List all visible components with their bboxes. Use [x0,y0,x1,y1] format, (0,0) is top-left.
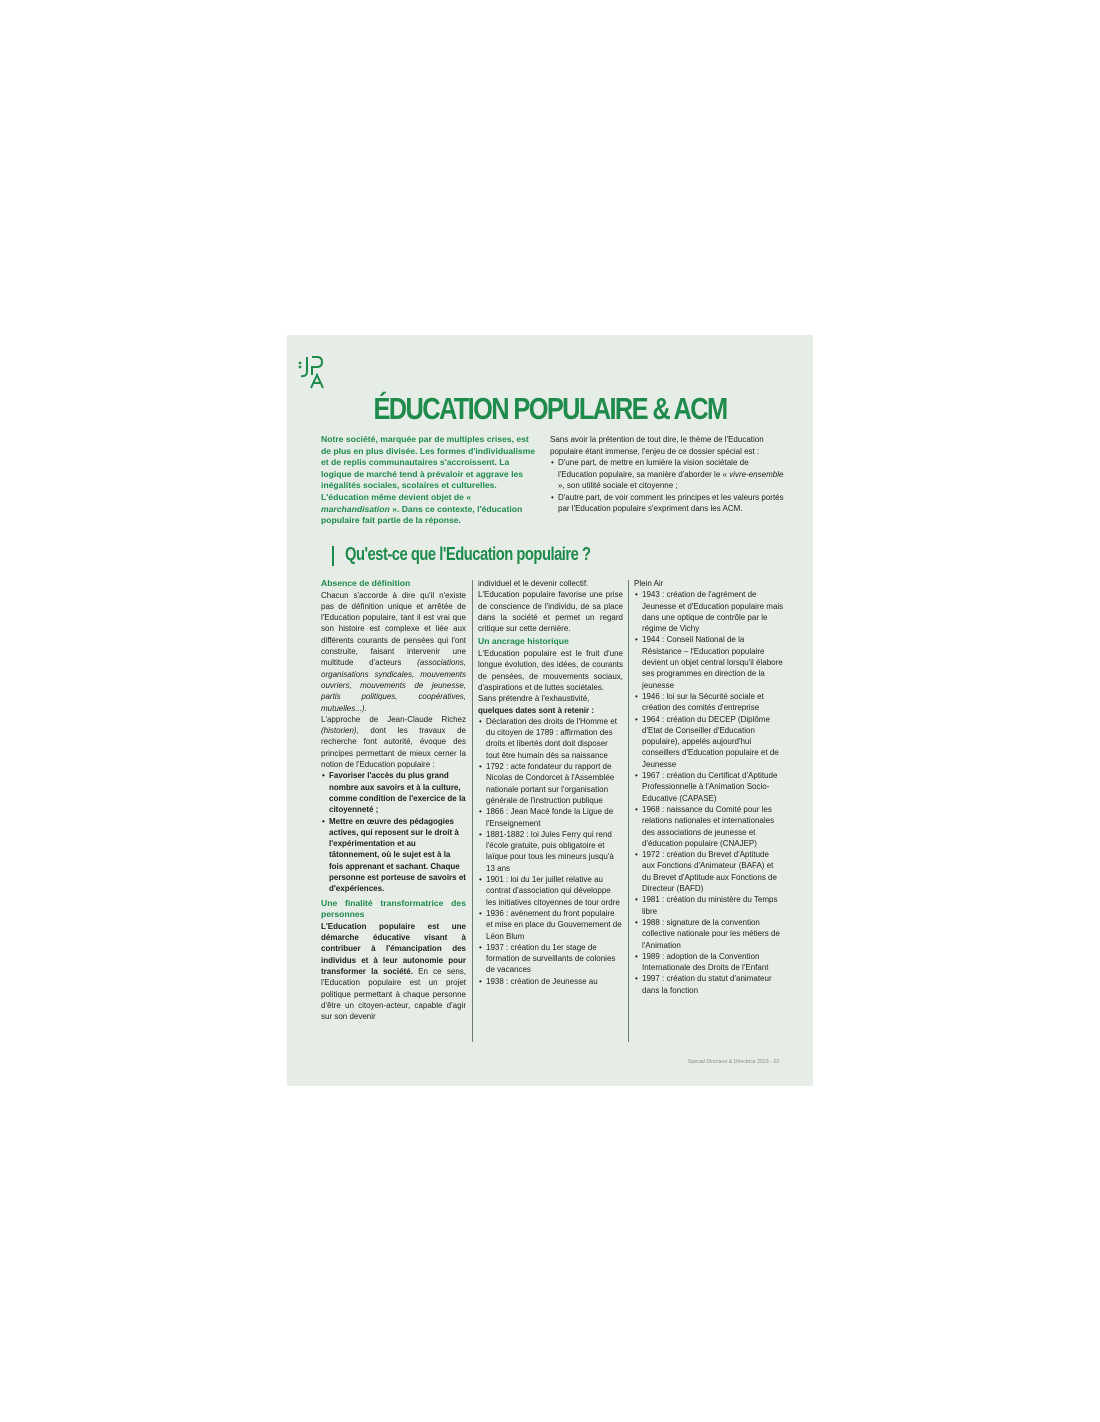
intro-objectives-lead: Sans avoir la prétention de tout dire, le thème de l'Education populaire étant immense, l'enjeu de ce dossier spécial est : [550,435,764,456]
subheading: Absence de définition [321,578,411,588]
list-item: • 1997 : création du statut d'animateur dans la fonction [642,973,784,996]
list-item: • 1967 : création du Certificat d'Aptitude Professionnelle à l'Animation Socio-Educative (CAPASE) [642,770,784,804]
page-footer: Spécial Directeur & Directrice 2023 - 23 [687,1059,779,1065]
list-item: • 1968 : naissance du Comité pour les relations nationales et internationales des associations de jeunesse et d'éducation populaire (CNAJEP) [642,804,784,849]
paragraph: L'Education populaire favorise une prise de conscience de l'individu, de sa place dans la société et permet un regard critique sur cette dernière. [478,590,623,634]
list-item: • 1792 : acte fondateur du rapport de Nicolas de Condorcet à l'Assemblée nationale portant sur l'organisation générale de l'instruction publique [486,761,623,806]
document-page [287,335,813,1086]
page-title: ÉDUCATION POPULAIRE & ACM [373,391,727,426]
column-divider [628,580,629,1042]
paragraph: L'Education populaire est le fruit d'une longue évolution, des idées, de courants de pensées, de mouvements sociaux, d'aspirations et de luttes sociétales. [478,649,623,692]
list-item: • 1943 : création de l'agrément de Jeunesse et d'Education populaire mais dans une optique de contrôle par le régime de Vichy [642,589,784,634]
list-item: • 1964 : création du DECEP (Diplôme d'Etat de Conseiller d'Education populaire), appelés aujourd'hui conseillers d'Education populaire et de Jeunesse [642,714,784,770]
list-item: • 1972 : création du Brevet d'Aptitude aux Fonctions d'Animateur (BAFA) et du Brevet d'Aptitude aux Fonctions de Directeur (BAFD) [642,849,784,894]
list-item: • 1936 : avènement du front populaire et mise en place du Gouvernement de Léon Blum [486,908,623,942]
list-item: • 1938 : création de Jeunesse au [486,976,623,987]
intro-lead: Notre société, marquée par de multiples crises, est de plus en plus divisée. Les formes d'individualisme et de replis communautaires s'accroissent. La logique de marché tend à prévaloir et aggrave les inégalités sociales, scolaires et culturelles. L'éducation même devient objet de « marchandisation ». Dans ce contexte, l'éducation populaire fait partie de la réponse. [321,434,536,526]
list-item: • D'autre part, de voir comment les principes et les valeurs portés par l'Education populaire s'expriment dans les ACM. [558,492,786,515]
list-item: • Favoriser l'accès du plus grand nombre aux savoirs et à la culture, comme condition de l'exercice de la citoyenneté ; [329,770,466,815]
list-item: • D'une part, de mettre en lumière la vision sociétale de l'Education populaire, sa manière d'aborder le « vivre-ensemble », son utilité sociale et citoyenne ; [558,457,786,492]
subheading: Une finalité transformatrice des personnes [321,897,466,920]
paragraph: Plein Air [634,579,664,588]
list-item: • 1981 : création du ministère du Temps libre [642,894,784,917]
column-1 [321,578,466,1022]
column-3 [634,578,784,996]
paragraph: Sans prétendre à l'exhaustivité, quelques dates sont à retenir : [478,694,595,715]
list-item: • 1901 : loi du 1er juillet relative au contrat d'association qui développe les initiatives citoyennes de tour ordre [486,874,623,908]
paragraph: Chacun s'accorde à dire qu'il n'existe pas de définition unique et arrêtée de l'Education populaire, tant il est vrai que son histoire est complexe et liée aux différents courants de pensées qui l'ont construite, faisant intervenir une multitude d'acteurs (associations, organisations syndicales, mouvements ouvriers, mouvements de jeunesse, partis politiques, coopératives, mutuelles...). [321,590,466,713]
section-title-bar [332,546,334,566]
list-item: • 1881-1882 : loi Jules Ferry qui rend l'école gratuite, puis obligatoire et laïque pour tous les mineurs jusqu'à 13 ans [486,829,623,874]
section-title: Qu'est-ce que l'Education populaire ? [345,544,591,564]
jpa-logo-icon [297,353,325,389]
column-divider [472,580,473,1042]
list-item: • Déclaration des droits de l'Homme et du citoyen de 1789 : affirmation des droits et libertés dont doit disposer tout être humain dès sa naissance [486,716,623,761]
list-item: • 1988 : signature de la convention collective nationale pour les métiers de l'Animation [642,917,784,951]
list-item: • Mettre en œuvre des pédagogies actives, qui reposent sur le droit à l'expérimentation et au tâtonnement, où le sujet est à la fois apprenant et sachant. Chaque personne est porteuse de savoirs et d'expériences. [329,816,466,895]
list-item: • 1946 : loi sur la Sécurité sociale et création des comités d'entreprise [642,691,784,714]
paragraph: individuel et le devenir collectif. [478,579,589,588]
list-item: • 1989 : adoption de la Convention Internationale des Droits de l'Enfant [642,951,784,974]
intro-objectives [550,434,786,515]
subheading: Un ancrage historique [478,636,569,647]
list-item: • 1937 : création du 1er stage de formation de surveillants de colonies de vacances [486,942,623,976]
list-item: • 1944 : Conseil National de la Résistance – l'Education populaire devient un objet central lorsqu'il élabore ses programmes en direction de la jeunesse [642,634,784,690]
column-2 [478,578,623,987]
list-item: • 1866 : Jean Macé fonde la Ligue de l'Enseignement [486,806,623,829]
paragraph: L'approche de Jean-Claude Richez (historien), dont les travaux de recherche font autorité, évoque des principes permettant de mieux cerner la notion de l'Education populaire : [321,714,466,770]
paragraph: L'Education populaire est une démarche éducative visant à contribuer à l'émancipation des individus et à leur autonomie pour transformer la société. En ce sens, l'Education populaire est un projet politique permettant à chaque personne d'être un citoyen-acteur, capable d'agir sur son devenir [321,921,466,1022]
